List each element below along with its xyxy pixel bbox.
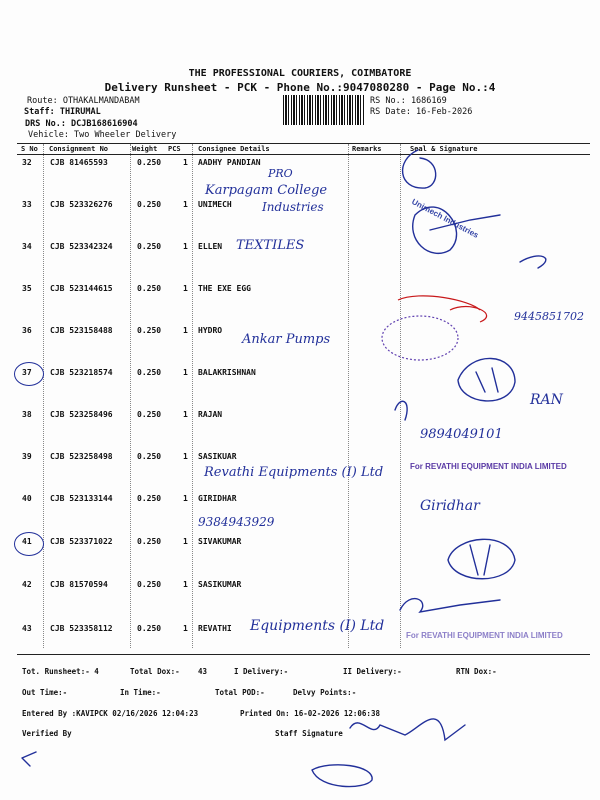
staff: Staff: THIRUMAL (24, 107, 101, 117)
row-sno: 36 (22, 326, 32, 335)
rs-date: RS Date: 16-Feb-2026 (370, 107, 473, 117)
row-consignment: CJB 523358112 (50, 624, 113, 633)
row-weight: 0.250 (137, 494, 162, 503)
row-consignment: CJB 523133144 (50, 494, 113, 503)
signature-stroke (22, 752, 36, 766)
runsheet-title: Delivery Runsheet - PCK - Phone No.:9047080280 - Page No.:4 (104, 81, 496, 94)
row-pcs: 1 (183, 624, 188, 633)
row-pcs: 1 (183, 494, 188, 503)
row-sno: 38 (22, 410, 32, 419)
vehicle: Vehicle: Two Wheeler Delivery (28, 130, 177, 140)
row-weight: 0.250 (137, 624, 162, 633)
in-time: In Time:- (120, 688, 161, 697)
row-weight: 0.250 (137, 580, 162, 589)
handwriting-note: Ankar Pumps (242, 332, 331, 347)
handwriting-note: TEXTILES (236, 238, 305, 253)
handwriting-note: PRO (268, 167, 293, 180)
col-sno: S No (21, 145, 38, 153)
row-consignment: CJB 523342324 (50, 242, 113, 251)
company-stamp: Unimech Industries (410, 197, 481, 240)
row-pcs: 1 (183, 200, 188, 209)
company-stamp: For REVATHI EQUIPMENT INDIA LIMITED (406, 631, 563, 640)
col-weight: Weight (132, 145, 158, 153)
rtn-dox: RTN Dox:- (456, 667, 497, 676)
round-stamp (382, 316, 458, 360)
row-consignee: HYDRO (198, 326, 223, 335)
row-weight: 0.250 (137, 410, 162, 419)
row-weight: 0.250 (137, 242, 162, 251)
company-stamp: For REVATHI EQUIPMENT INDIA LIMITED (410, 462, 567, 471)
handwriting-note: Revathi Equipments (I) Ltd (204, 465, 384, 480)
handwriting-note: Karpagam College (205, 183, 328, 198)
signature-stroke (448, 539, 515, 578)
signature-stroke (350, 719, 465, 740)
row-sno: 43 (22, 624, 32, 633)
row-consignee: UNIMECH (198, 200, 232, 209)
row-consignee: AADHY PANDIAN (198, 158, 261, 167)
signature-stroke (450, 307, 487, 322)
route: Route: OTHAKALMANDABAM (27, 96, 140, 106)
row-weight: 0.250 (137, 200, 162, 209)
handwriting-note: RAN (530, 392, 563, 408)
row-consignment: CJB 523371022 (50, 537, 113, 546)
row-sno: 41 (22, 537, 32, 546)
tot-runsheet: Tot. Runsheet:- 4 (22, 667, 99, 676)
row-consignment: CJB 523218574 (50, 368, 113, 377)
row-sno: 33 (22, 200, 32, 209)
col-consignee: Consignee Details (198, 145, 270, 153)
i-delivery: I Delivery:- (234, 667, 289, 676)
row-pcs: 1 (183, 242, 188, 251)
signature-stroke (430, 215, 500, 230)
row-consignment: CJB 81465593 (50, 158, 108, 167)
handwriting-note: 9445851702 (514, 310, 584, 323)
handwriting-note: 9384943929 (198, 515, 275, 529)
ii-delivery: II Delivery:- (343, 667, 402, 676)
row-consignment: CJB 81570594 (50, 580, 108, 589)
row-consignee: SIVAKUMAR (198, 537, 242, 546)
row-weight: 0.250 (137, 368, 162, 377)
signature-stroke (398, 296, 480, 310)
row-pcs: 1 (183, 537, 188, 546)
row-pcs: 1 (183, 580, 188, 589)
entered-by: Entered By :KAVIPCK 02/16/2026 12:04:23 (22, 709, 199, 718)
staff-signature: Staff Signature (275, 729, 343, 738)
handwriting-note: 9894049101 (420, 427, 503, 442)
signature-stroke (476, 368, 498, 392)
row-pcs: 1 (183, 158, 188, 167)
row-weight: 0.250 (137, 537, 162, 546)
signature-stroke (520, 256, 546, 268)
row-weight: 0.250 (137, 284, 162, 293)
signature-stroke (470, 545, 490, 575)
signature-stroke (395, 401, 407, 420)
handwriting-note: Industries (262, 200, 324, 214)
row-consignee: RAJAN (198, 410, 223, 419)
row-sno: 35 (22, 284, 32, 293)
row-consignment: CJB 523258498 (50, 452, 113, 461)
delvy-points: Delvy Points:- (293, 688, 357, 697)
col-remarks: Remarks (352, 145, 382, 153)
total-pod: Total POD:- (215, 688, 265, 697)
signature-stroke (400, 599, 500, 612)
signature-stroke (312, 765, 372, 787)
total-dox-value: 43 (198, 667, 208, 676)
row-consignee: BALAKRISHNAN (198, 368, 256, 377)
col-consignment: Consignment No (49, 145, 109, 153)
handwriting-note: Equipments (I) Ltd (250, 618, 385, 634)
row-pcs: 1 (183, 410, 188, 419)
row-consignee: SASIKUMAR (198, 580, 242, 589)
row-consignment: CJB 523326276 (50, 200, 113, 209)
signature-stroke (413, 207, 457, 253)
row-weight: 0.250 (137, 326, 162, 335)
out-time: Out Time:- (22, 688, 68, 697)
row-consignee: REVATHI (198, 624, 232, 633)
total-dox-label: Total Dox:- (130, 667, 180, 676)
drs-number: DRS No.: DCJB168616904 (25, 119, 138, 129)
col-seal: Seal & Signature (410, 145, 478, 153)
rs-number: RS No.: 1686169 (370, 96, 447, 106)
signature-stroke (403, 150, 436, 188)
row-consignment: CJB 523144615 (50, 284, 113, 293)
row-pcs: 1 (183, 284, 188, 293)
row-sno: 37 (22, 368, 32, 377)
row-pcs: 1 (183, 368, 188, 377)
printed-on: Printed On: 16-02-2026 12:06:38 (240, 709, 380, 718)
company-title: THE PROFESSIONAL COURIERS, COIMBATORE (188, 68, 412, 79)
signature-stroke (458, 358, 515, 400)
row-sno: 42 (22, 580, 32, 589)
row-consignee: ELLEN (198, 242, 223, 251)
row-consignee: THE EXE EGG (198, 284, 251, 293)
row-sno: 40 (22, 494, 32, 503)
row-sno: 34 (22, 242, 32, 251)
row-pcs: 1 (183, 452, 188, 461)
row-weight: 0.250 (137, 158, 162, 167)
col-pcs: PCS (168, 145, 181, 153)
row-sno: 39 (22, 452, 32, 461)
row-consignee: SASIKUAR (198, 452, 237, 461)
row-consignee: GIRIDHAR (198, 494, 237, 503)
row-consignment: CJB 523158488 (50, 326, 113, 335)
row-sno: 32 (22, 158, 32, 167)
handwriting-note: Giridhar (420, 498, 480, 514)
row-consignment: CJB 523258496 (50, 410, 113, 419)
row-pcs: 1 (183, 326, 188, 335)
row-weight: 0.250 (137, 452, 162, 461)
verified-by: Verified By (22, 729, 72, 738)
